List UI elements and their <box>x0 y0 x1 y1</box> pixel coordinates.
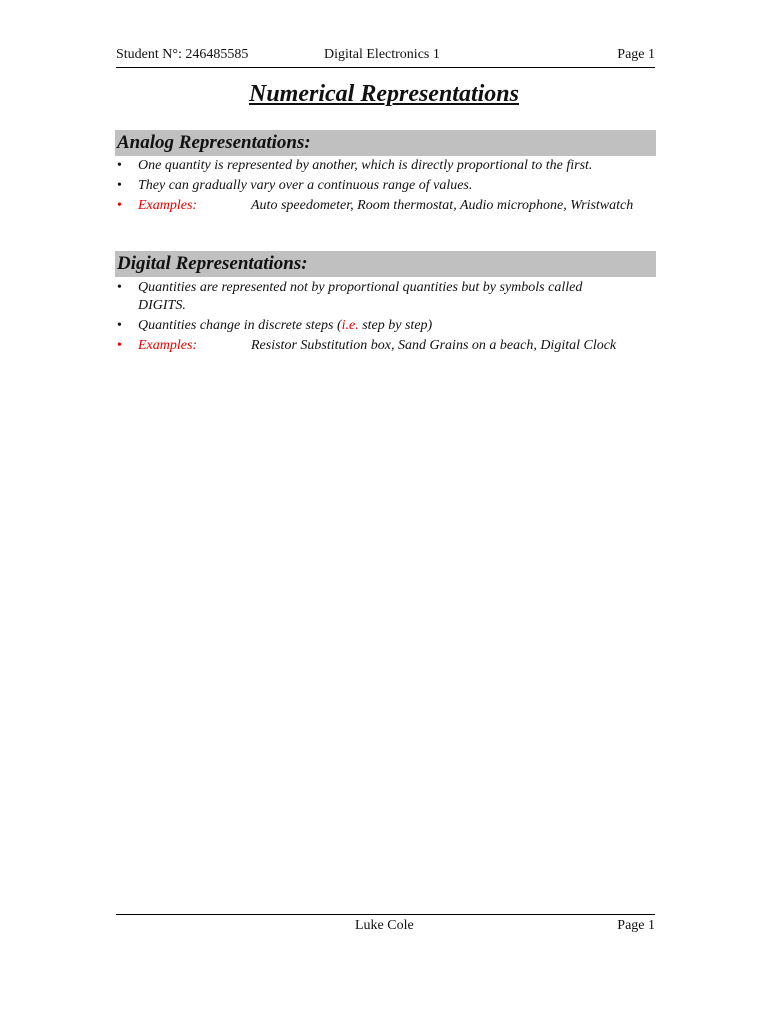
examples-text: Resistor Substitution box, Sand Grains on a beach, Digital Clock <box>251 338 617 353</box>
ie-abbreviation: i.e. <box>341 318 359 333</box>
bullet-icon: • <box>117 318 122 333</box>
course-name: Digital Electronics 1 <box>324 47 440 62</box>
bullet-icon: • <box>117 178 122 193</box>
list-item <box>115 279 656 315</box>
analog-heading: Analog Representations: <box>115 130 656 156</box>
examples-label: Examples: <box>138 198 198 213</box>
list-item <box>115 157 656 175</box>
digital-bullet-list <box>115 279 656 357</box>
list-item <box>115 317 656 335</box>
header-page-number: Page 1 <box>617 47 655 62</box>
list-item <box>115 177 656 195</box>
page-footer <box>116 914 655 935</box>
page-title: Numerical Representations <box>248 81 519 107</box>
analog-bullet-text: They can gradually vary over a continuous range of values. <box>138 178 473 193</box>
list-item <box>115 337 656 355</box>
bullet-icon: • <box>117 338 122 353</box>
digital-bullet-text-end: step by step) <box>358 318 433 333</box>
author-name: Luke Cole <box>355 918 414 933</box>
analog-bullet-list <box>115 157 656 217</box>
student-number: Student N°: 246485585 <box>116 47 249 62</box>
examples-label: Examples: <box>138 338 198 353</box>
list-item <box>115 197 656 215</box>
page-header <box>116 47 655 68</box>
digital-bullet-text: Quantities are represented not by proportional quantities but by symbols called DIGITS. <box>138 280 583 313</box>
examples-text: Auto speedometer, Room thermostat, Audio microphone, Wristwatch <box>251 198 634 213</box>
bullet-icon: • <box>117 158 122 173</box>
bullet-icon: • <box>117 198 122 213</box>
digital-bullet-text-start: Quantities change in discrete steps ( <box>138 318 342 333</box>
digital-heading: Digital Representations: <box>115 251 656 277</box>
bullet-icon: • <box>117 280 122 295</box>
analog-bullet-text: One quantity is represented by another, which is directly proportional to the first. <box>138 158 593 173</box>
footer-page-number: Page 1 <box>617 918 655 933</box>
